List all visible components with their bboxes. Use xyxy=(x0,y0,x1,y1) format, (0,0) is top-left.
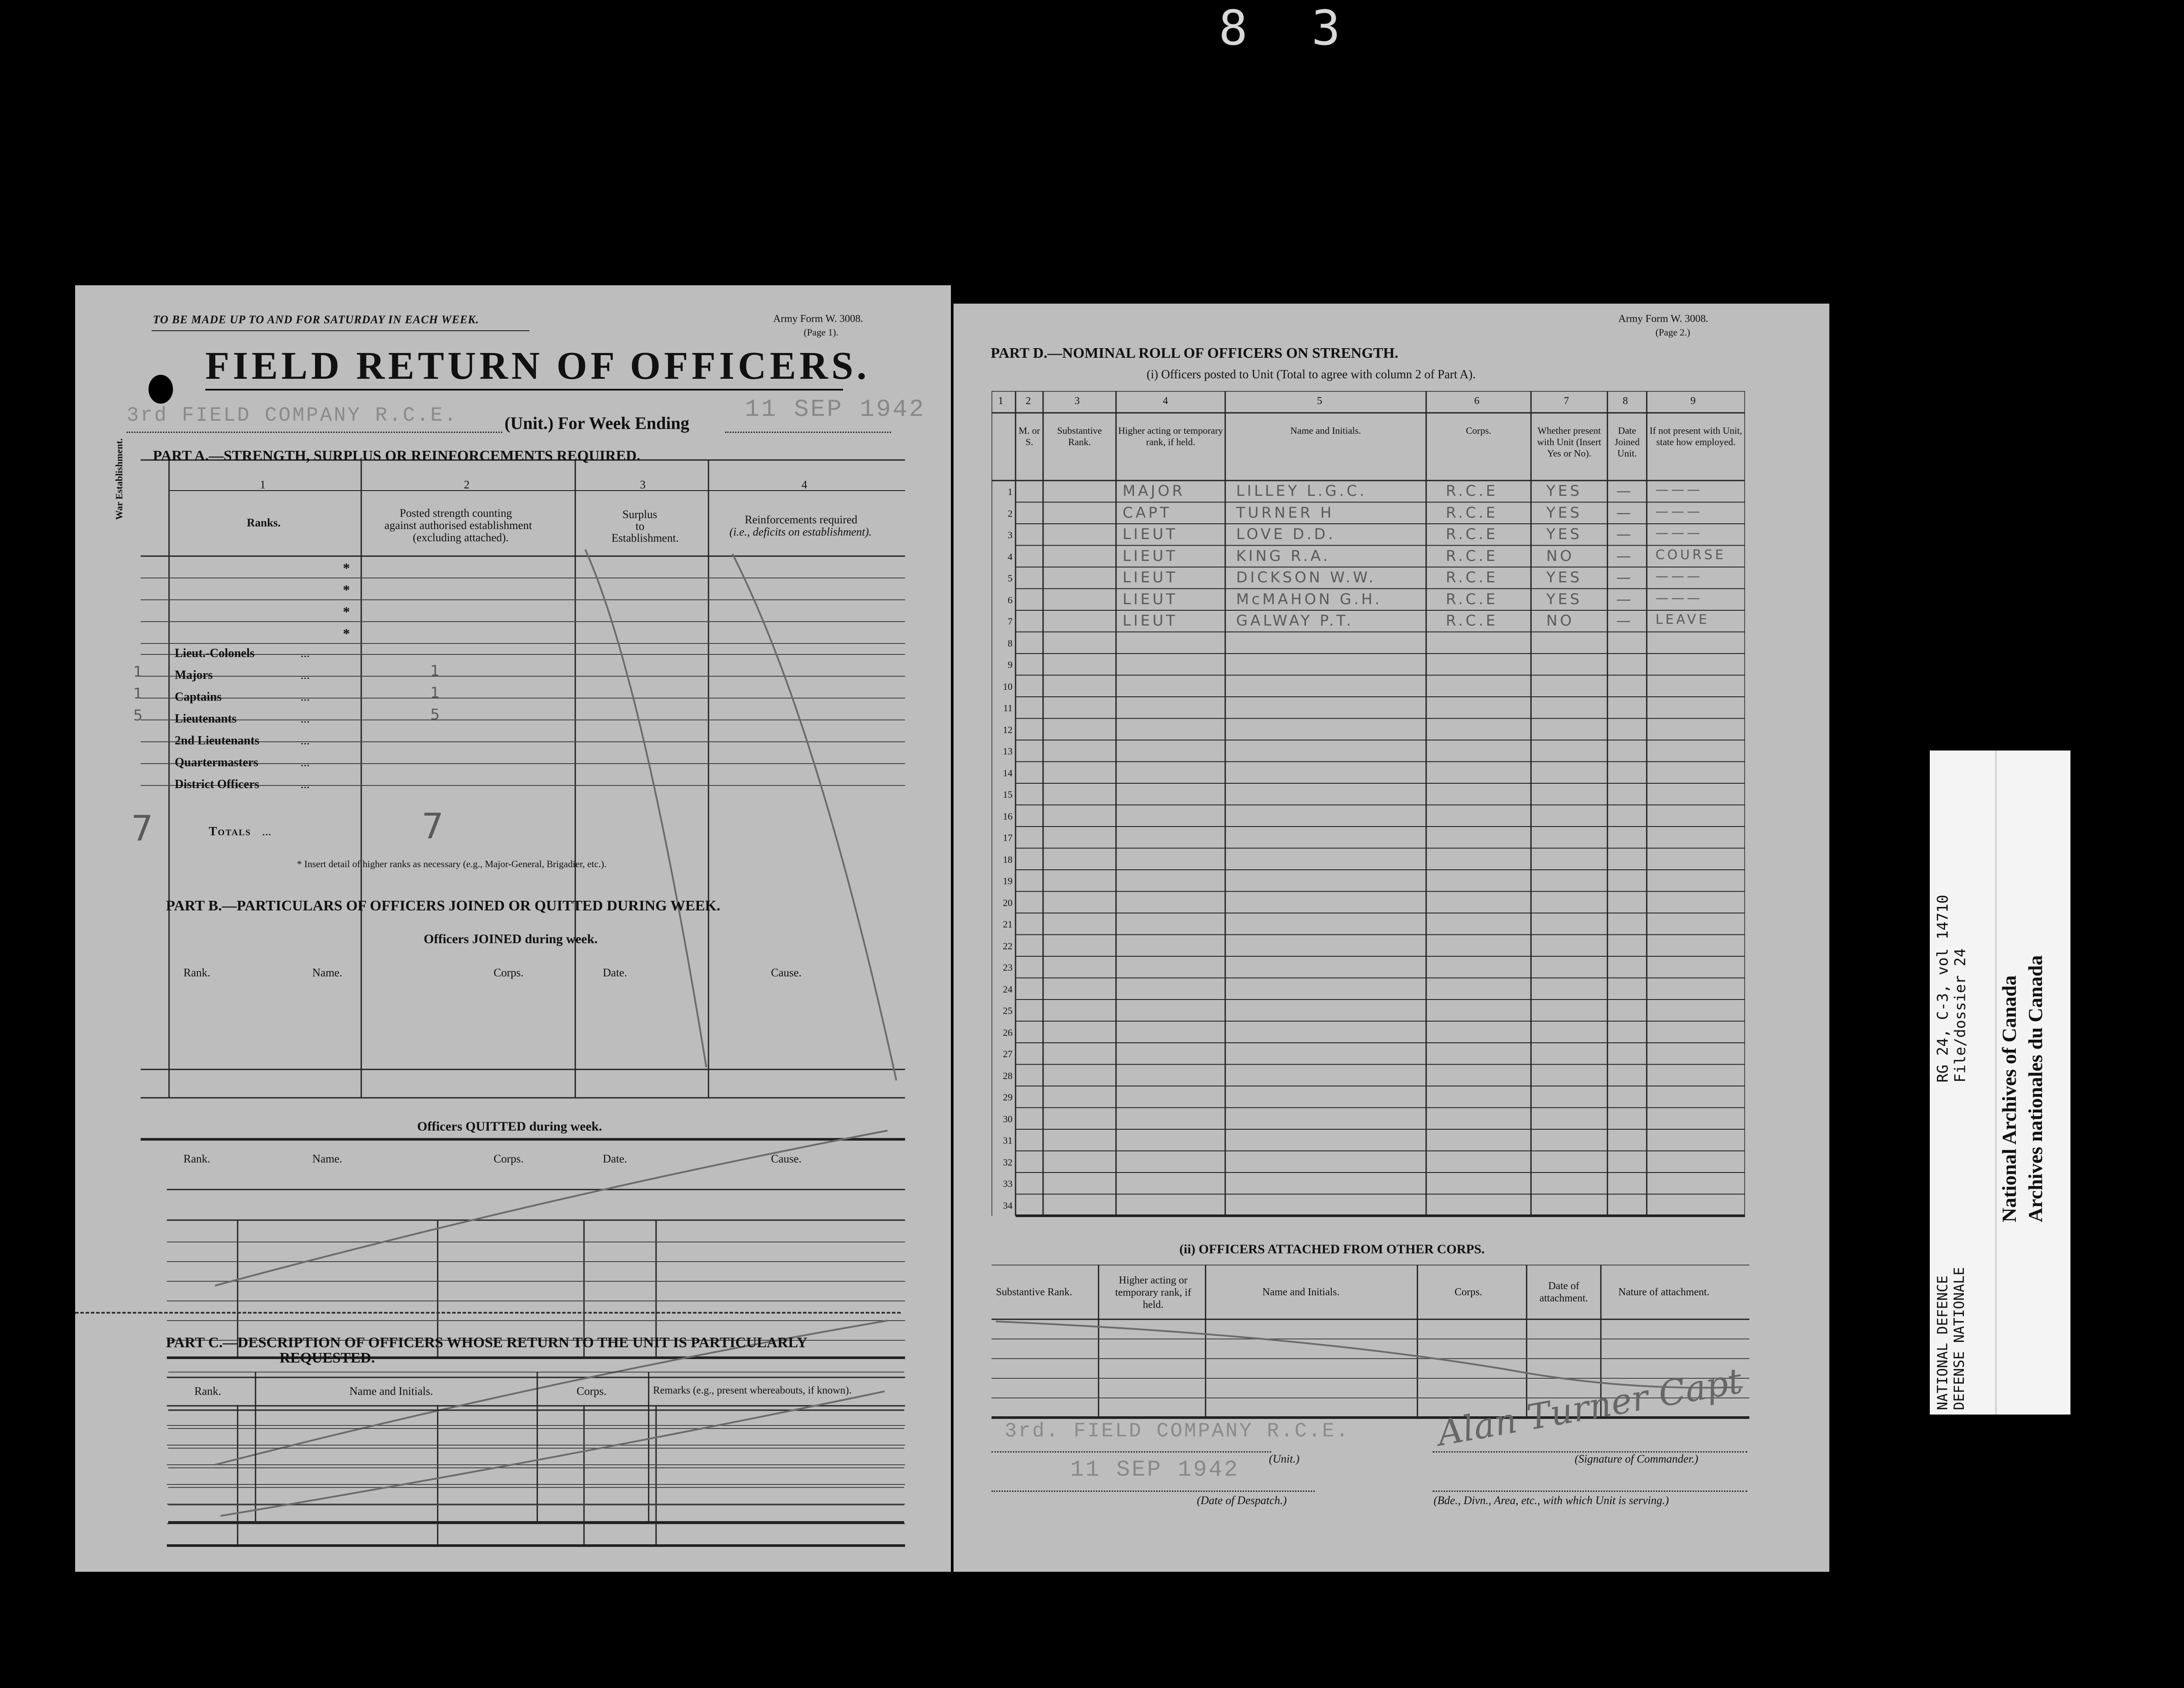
header-note: TO BE MADE UP TO AND FOR SATURDAY IN EACH WEEK. xyxy=(153,313,480,326)
attached-col-corps: Corps. xyxy=(1455,1287,1482,1298)
roll-col-number: 2 xyxy=(1026,395,1031,407)
rank-dots: ... xyxy=(301,756,310,769)
frame-mark: 8 3 xyxy=(1219,0,1358,56)
roll-present: NO xyxy=(1546,547,1575,565)
roll-corps: R.C.E xyxy=(1446,526,1498,543)
unit-underline xyxy=(127,432,502,433)
roll-present: YES xyxy=(1546,526,1582,543)
roll-corps: R.C.E xyxy=(1446,482,1498,500)
attached-col-sub-rank: Substantive Rank. xyxy=(996,1287,1072,1298)
part-a-footnote: * Insert detail of higher ranks as necessary (e.g., Major-General, Brigadier, etc.). xyxy=(297,858,607,869)
roll-col-header: Whether present with Unit (Insert Yes or No). xyxy=(1537,425,1601,459)
roll-row-number: 18 xyxy=(1003,854,1013,865)
roll-joined: — xyxy=(1616,547,1634,565)
roll-employed: ——— xyxy=(1655,590,1703,606)
quitted-col-header: Corps. xyxy=(494,1152,524,1165)
archive-dept-en: NATIONAL DEFENCE xyxy=(1934,1275,1951,1410)
part-c-col-corps: Corps. xyxy=(577,1385,607,1397)
roll-employed: COURSE xyxy=(1655,547,1726,563)
roll-employed: ——— xyxy=(1655,504,1703,519)
col2-header-3: (excluding attached). xyxy=(413,531,509,544)
archive-ref-1: RG 24, C-3, vol 14710 xyxy=(1934,895,1952,1083)
roll-row-number: 13 xyxy=(1003,746,1013,757)
rank-dots: ... xyxy=(301,668,310,682)
col4-header-2: (i.e., deficits on establishment). xyxy=(729,526,872,538)
asterisk-3: * xyxy=(343,604,350,619)
tear-line xyxy=(75,1312,901,1314)
roll-col-number: 7 xyxy=(1564,395,1569,407)
posted-value: 1 xyxy=(430,684,442,702)
unit-stamp: 3rd FIELD COMPANY R.C.E. xyxy=(127,404,458,427)
roll-row-number: 30 xyxy=(1003,1113,1013,1124)
roll-row-number: 11 xyxy=(1003,702,1013,713)
part-b-heading: PART B.—PARTICULARS OF OFFICERS JOINED OR QUITTED DURING WEEK. xyxy=(166,898,720,914)
roll-employed: LEAVE xyxy=(1655,612,1710,627)
part-a-col-4: 4 xyxy=(802,478,807,491)
roll-corps: R.C.E xyxy=(1446,569,1498,586)
totals-label: Totals xyxy=(209,825,251,838)
roll-row-number: 31 xyxy=(1003,1135,1013,1146)
asterisk-4: * xyxy=(343,626,350,641)
col3-header-2: to xyxy=(636,520,645,533)
part-c-col-rank: Rank. xyxy=(194,1385,221,1397)
part-c-col-name: Name and Initials. xyxy=(349,1385,433,1397)
rank-label: Captains xyxy=(175,690,222,704)
roll-row-number: 7 xyxy=(1008,616,1013,627)
despatch-stamp: 11 SEP 1942 xyxy=(1070,1457,1240,1483)
despatch-label: (Date of Despatch.) xyxy=(1197,1494,1287,1507)
footer-unit-stamp: 3rd. FIELD COMPANY R.C.E. xyxy=(1005,1420,1350,1442)
part-c-col-remarks: Remarks (e.g., present whereabouts, if known). xyxy=(653,1385,852,1396)
part-d-sub-i: (i) Officers posted to Unit (Total to agree with column 2 of Part A). xyxy=(1147,368,1476,381)
roll-name: TURNER H xyxy=(1236,504,1334,522)
despatch-line xyxy=(992,1491,1315,1492)
posted-value: 5 xyxy=(430,706,442,723)
totals-dots: ... xyxy=(262,825,271,838)
roll-row-number: 9 xyxy=(1008,659,1013,670)
roll-col-header: Substantive Rank. xyxy=(1057,425,1102,447)
attached-col-date: Date of attachment. xyxy=(1539,1280,1588,1304)
joined-col-header: Date. xyxy=(603,966,627,979)
roll-col-header: If not present with Unit, state how employed. xyxy=(1649,425,1742,447)
roll-rank: MAJOR xyxy=(1123,482,1185,500)
totals-war-est: 7 xyxy=(131,808,156,849)
archive-dept-fr: DEFENSE NATIONALE xyxy=(1951,1267,1967,1410)
commander-signature: Alan Turner Capt xyxy=(1434,1360,1745,1454)
roll-employed: ——— xyxy=(1655,526,1703,541)
roll-employed: ——— xyxy=(1655,482,1703,498)
part-a-col-1: 1 xyxy=(260,478,266,491)
roll-row-number: 12 xyxy=(1003,724,1013,735)
roll-present: YES xyxy=(1546,569,1582,586)
rank-label: Majors xyxy=(175,668,213,682)
roll-joined: — xyxy=(1616,569,1634,586)
attached-col-name: Name and Initials. xyxy=(1262,1287,1340,1298)
roll-rank: LIEUT xyxy=(1123,547,1178,565)
roll-corps: R.C.E xyxy=(1446,504,1498,522)
roll-row-number: 21 xyxy=(1003,919,1013,930)
roll-rank: LIEUT xyxy=(1123,590,1178,608)
rank-dots: ... xyxy=(301,647,310,660)
part-a-heading: PART A.—STRENGTH, SURPLUS OR REINFORCEMENTS REQUIRED. xyxy=(153,448,640,464)
nominal-roll-table xyxy=(992,391,1745,1230)
roll-joined: — xyxy=(1616,482,1634,500)
joined-col-header: Rank. xyxy=(183,966,211,979)
archive-tag xyxy=(1930,751,2070,1415)
roll-row-number: 8 xyxy=(1008,637,1013,649)
roll-row-number: 10 xyxy=(1003,681,1013,692)
joined-title: Officers JOINED during week. xyxy=(424,932,598,946)
rank-label: Lieutenants xyxy=(175,712,237,726)
roll-row-number: 19 xyxy=(1003,875,1013,886)
roll-joined: — xyxy=(1616,526,1634,543)
rank-label: Lieut.-Colonels xyxy=(175,647,255,660)
roll-present: YES xyxy=(1546,482,1582,500)
footer-unit-label: (Unit.) xyxy=(1269,1453,1300,1465)
war-est-value: 1 xyxy=(133,685,145,702)
roll-name: LOVE D.D. xyxy=(1236,526,1336,543)
roll-rank: LIEUT xyxy=(1123,526,1178,543)
roll-row-number: 34 xyxy=(1003,1200,1013,1211)
quitted-title: Officers QUITTED during week. xyxy=(417,1119,602,1134)
part-c-heading: PART C.—DESCRIPTION OF OFFICERS WHOSE RETURN TO THE UNIT IS PARTICULARLY xyxy=(166,1335,808,1351)
roll-row-number: 16 xyxy=(1003,810,1013,822)
roll-corps: R.C.E xyxy=(1446,612,1498,630)
week-underline xyxy=(725,432,891,433)
col4-header-1: Reinforcements required xyxy=(745,513,857,526)
army-form-label: Army Form W. 3008. xyxy=(773,313,864,325)
roll-col-number: 8 xyxy=(1623,395,1628,407)
quitted-col-header: Date. xyxy=(603,1152,627,1165)
part-d-heading: PART D.—NOMINAL ROLL OF OFFICERS ON STRENGTH. xyxy=(991,345,1399,361)
war-establishment-label: War Establishment. xyxy=(114,438,124,520)
quitted-col-header: Rank. xyxy=(183,1152,211,1165)
asterisk-1: * xyxy=(343,560,350,576)
roll-row-number: 24 xyxy=(1003,983,1013,995)
roll-name: LILLEY L.G.C. xyxy=(1236,482,1367,500)
roll-present: NO xyxy=(1546,612,1575,630)
roll-row-number: 2 xyxy=(1008,508,1013,519)
roll-name: KING R.A. xyxy=(1236,547,1330,565)
roll-rank: CAPT xyxy=(1123,504,1172,522)
punch-hole xyxy=(149,375,173,404)
roll-joined: — xyxy=(1616,590,1634,608)
roll-col-header: Corps. xyxy=(1465,425,1492,436)
roll-employed: ——— xyxy=(1655,569,1703,584)
part-d-sub-ii: (ii) OFFICERS ATTACHED FROM OTHER CORPS. xyxy=(1179,1242,1485,1256)
rank-label: Quartermasters xyxy=(175,756,259,769)
roll-col-header: Date Joined Unit. xyxy=(1614,425,1640,459)
archive-tag-divider xyxy=(1995,751,1997,1415)
archive-name-en: National Archives of Canada xyxy=(1998,975,2020,1222)
roll-col-header: M. or S. xyxy=(1019,425,1040,447)
roll-row-number: 32 xyxy=(1003,1156,1013,1168)
page-2-number: (Page 2.) xyxy=(1655,327,1690,338)
roll-present: YES xyxy=(1546,504,1582,522)
roll-present: YES xyxy=(1546,590,1582,608)
roll-joined: — xyxy=(1616,504,1634,522)
roll-corps: R.C.E xyxy=(1446,547,1498,565)
asterisk-2: * xyxy=(343,582,350,598)
roll-row-number: 5 xyxy=(1008,573,1013,584)
attached-col-nature: Nature of attachment. xyxy=(1618,1287,1710,1298)
page-2-army-form: Army Form W. 3008. xyxy=(1618,313,1709,325)
roll-col-number: 5 xyxy=(1317,395,1322,407)
roll-col-number: 3 xyxy=(1075,395,1080,407)
part-c-table xyxy=(168,1372,904,1525)
archive-name-fr: Archives nationales du Canada xyxy=(2024,955,2046,1222)
footer-unit-line xyxy=(992,1451,1271,1453)
roll-row-number: 15 xyxy=(1003,789,1013,800)
roll-row-number: 3 xyxy=(1008,529,1013,540)
roll-row-number: 6 xyxy=(1008,594,1013,605)
roll-row-number: 4 xyxy=(1008,551,1013,562)
col2-header-2: against authorised establishment xyxy=(384,519,532,532)
roll-row-number: 33 xyxy=(1003,1178,1013,1189)
roll-col-header: Higher acting or temporary rank, if held. xyxy=(1118,425,1223,447)
archive-ref-2: File/dossier 24 xyxy=(1952,948,1969,1083)
posted-value: 1 xyxy=(430,662,442,680)
unit-label: (Unit.) For Week Ending xyxy=(505,413,690,433)
joined-col-header: Cause. xyxy=(771,966,802,979)
rank-dots: ... xyxy=(301,734,310,747)
roll-col-number: 6 xyxy=(1474,395,1479,407)
part-c-heading-2: REQUESTED. xyxy=(280,1350,375,1366)
ranks-header: Ranks. xyxy=(247,516,281,529)
war-est-value: 1 xyxy=(133,663,145,681)
page-number: (Page 1). xyxy=(804,327,839,338)
roll-name: GALWAY P.T. xyxy=(1236,612,1354,630)
joined-col-header: Name. xyxy=(312,966,342,979)
roll-row-number: 1 xyxy=(1008,486,1013,497)
col3-header-1: Surplus xyxy=(622,508,657,521)
roll-col-number: 9 xyxy=(1690,395,1696,407)
roll-row-number: 29 xyxy=(1003,1092,1013,1103)
quitted-col-header: Name. xyxy=(312,1152,342,1165)
rank-dots: ... xyxy=(301,690,310,704)
formation-label: (Bde., Divn., Area, etc., with which Unit is serving.) xyxy=(1434,1494,1669,1507)
roll-name: McMAHON G.H. xyxy=(1236,590,1382,608)
page-title: FIELD RETURN OF OFFICERS. xyxy=(205,344,870,387)
roll-name: DICKSON W.W. xyxy=(1236,569,1376,586)
rank-dots: ... xyxy=(301,778,310,791)
quitted-col-header: Cause. xyxy=(771,1152,802,1165)
roll-col-number: 4 xyxy=(1163,395,1168,407)
rank-label: District Officers xyxy=(175,778,259,791)
part-a-col-3: 3 xyxy=(640,478,646,491)
roll-row-number: 20 xyxy=(1003,897,1013,908)
roll-col-number: 1 xyxy=(998,395,1003,407)
roll-rank: LIEUT xyxy=(1123,569,1178,586)
roll-row-number: 25 xyxy=(1003,1005,1013,1016)
attached-col-higher-rank: Higher acting or temporary rank, if held. xyxy=(1115,1275,1191,1311)
roll-row-number: 27 xyxy=(1003,1048,1013,1059)
roll-row-number: 26 xyxy=(1003,1027,1013,1038)
col3-header-3: Establishment. xyxy=(612,532,679,544)
roll-row-number: 23 xyxy=(1003,962,1013,973)
week-ending-stamp: 11 SEP 1942 xyxy=(745,395,926,423)
roll-corps: R.C.E xyxy=(1446,590,1498,608)
roll-row-number: 28 xyxy=(1003,1070,1013,1081)
col2-header-1: Posted strength counting xyxy=(400,507,512,519)
war-est-value: 5 xyxy=(133,707,145,724)
roll-row-number: 14 xyxy=(1003,767,1013,778)
totals-posted: 7 xyxy=(422,806,446,847)
title-underline xyxy=(205,389,843,391)
formation-line xyxy=(1433,1491,1747,1492)
rank-label: 2nd Lieutenants xyxy=(175,734,259,747)
rank-dots: ... xyxy=(301,712,310,726)
joined-col-header: Corps. xyxy=(494,966,524,979)
part-a-col-2: 2 xyxy=(464,478,470,491)
roll-row-number: 17 xyxy=(1003,832,1013,843)
roll-rank: LIEUT xyxy=(1123,612,1178,630)
roll-row-number: 22 xyxy=(1003,940,1013,951)
roll-joined: — xyxy=(1616,612,1634,630)
signature-label: (Signature of Commander.) xyxy=(1575,1453,1698,1465)
roll-col-header: Name and Initials. xyxy=(1290,425,1361,436)
